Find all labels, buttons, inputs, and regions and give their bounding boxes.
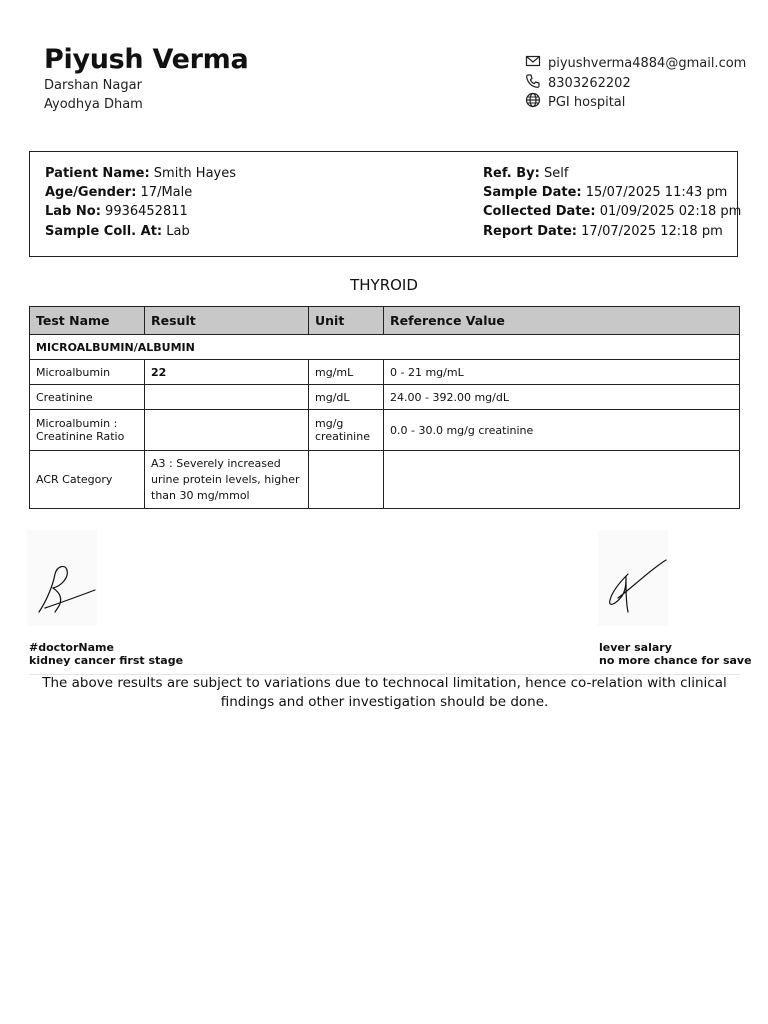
sample-coll-at-label: Sample Coll. At:	[45, 224, 163, 239]
right-signatory	[599, 641, 752, 667]
cell-result	[145, 410, 309, 451]
age-gender-label: Age/Gender:	[45, 185, 137, 200]
sample-coll-at: Lab	[166, 224, 190, 239]
cell-ref: 0.0 - 30.0 mg/g creatinine	[384, 410, 740, 451]
report-date: 17/07/2025 12:18 pm	[581, 224, 723, 239]
lab-name: Piyush Verma	[44, 44, 249, 75]
cell-test: Microalbumin : Creatinine Ratio	[30, 410, 145, 451]
cell-test: ACR Category	[30, 451, 145, 509]
table-group-row	[30, 335, 740, 360]
right-signatory-name: lever salary	[599, 641, 672, 654]
ref-by: Self	[543, 166, 569, 181]
collected-date-row	[483, 204, 741, 219]
disclaimer: The above results are subject to variations due to technocal limitation, hence co-relation with clinical findings and other investigation should be done.	[42, 675, 727, 710]
cell-result	[145, 385, 309, 410]
address-line-1: Darshan Nagar	[44, 78, 142, 93]
patient-name: Smith Hayes	[153, 166, 236, 181]
address-line-2: Ayodhya Dham	[44, 97, 143, 112]
left-signature	[27, 530, 97, 626]
cell-unit: mg/g creatinine	[309, 410, 384, 451]
right-signature-drawing	[598, 530, 668, 626]
table-header-row	[30, 307, 740, 335]
cell-result: A3 : Severely increased urine protein levels, higher than 30 mg/mmol	[145, 451, 309, 509]
lab-no: 9936452811	[105, 204, 188, 219]
collected-date: 01/09/2025 02:18 pm	[599, 204, 742, 219]
lab-no-row	[45, 204, 188, 219]
patient-name-row	[45, 166, 236, 181]
patient-name-label: Patient Name:	[45, 166, 150, 181]
left-signatory-title: kidney cancer first stage	[29, 654, 184, 667]
phone-text: 8303262202	[548, 75, 631, 91]
age-gender: 17/Male	[140, 185, 193, 200]
header-result: Result	[145, 307, 309, 335]
sample-date-row	[483, 185, 727, 200]
cell-test: Microalbumin	[30, 360, 145, 385]
envelope-icon	[525, 53, 541, 73]
results-table	[29, 306, 740, 509]
age-gender-row	[45, 185, 192, 200]
cell-result: 22	[145, 360, 309, 385]
cell-ref: 0 - 21 mg/mL	[384, 360, 740, 385]
sample-date: 15/07/2025 11:43 pm	[585, 185, 728, 200]
left-signatory	[29, 641, 183, 667]
email-text: piyushverma4884@gmail.com	[548, 55, 747, 71]
cell-unit: mg/mL	[309, 360, 384, 385]
report-date-row	[483, 224, 723, 239]
table-row	[30, 385, 740, 410]
collected-date-label: Collected Date:	[483, 204, 596, 219]
header-reference: Reference Value	[384, 307, 740, 335]
sample-coll-at-row	[45, 224, 190, 239]
phone-icon	[525, 73, 541, 93]
header-unit: Unit	[309, 307, 384, 335]
cell-unit	[309, 451, 384, 509]
hospital-text: PGI hospital	[548, 94, 626, 110]
cell-test: Creatinine	[30, 385, 145, 410]
right-signature	[598, 530, 668, 626]
left-signatory-name: #doctorName	[29, 641, 114, 654]
table-row	[30, 451, 740, 509]
header-test-name: Test Name	[30, 307, 145, 335]
cell-unit: mg/dL	[309, 385, 384, 410]
sample-date-label: Sample Date:	[483, 185, 582, 200]
contact-phone	[525, 73, 631, 93]
right-signatory-title: no more chance for save	[599, 654, 752, 667]
section-title: THYROID	[350, 276, 418, 294]
patient-info-box	[29, 151, 742, 257]
globe-icon	[525, 92, 541, 112]
table-row	[30, 360, 740, 385]
lab-no-label: Lab No:	[45, 204, 101, 219]
ref-by-row	[483, 166, 568, 181]
group-label: MICROALBUMIN/ALBUMIN	[30, 335, 740, 360]
cell-ref	[384, 451, 740, 509]
contact-email	[525, 53, 746, 73]
cell-ref: 24.00 - 392.00 mg/dL	[384, 385, 740, 410]
contact-hospital	[525, 92, 625, 112]
left-signature-drawing	[27, 530, 97, 626]
report-date-label: Report Date:	[483, 224, 578, 239]
ref-by-label: Ref. By:	[483, 166, 540, 181]
table-row	[30, 410, 740, 451]
